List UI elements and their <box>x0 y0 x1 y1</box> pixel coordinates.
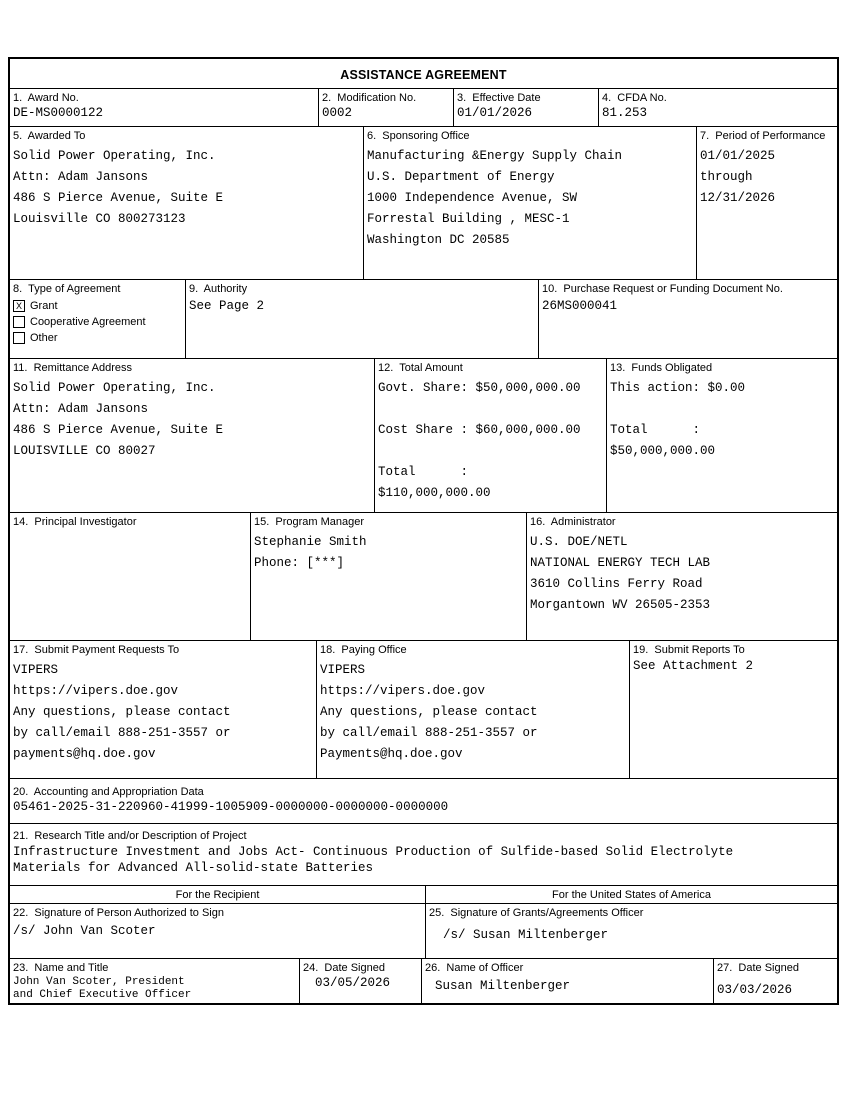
field-remittance-address <box>10 359 375 512</box>
value-line: Louisville CO 800273123 <box>13 212 186 226</box>
recipient-section-header <box>10 886 426 903</box>
field-value <box>700 146 834 209</box>
field-principal-investigator <box>10 513 251 640</box>
field-label: 23. Name and Title <box>13 962 109 974</box>
form-title: ASSISTANCE AGREEMENT <box>340 68 507 82</box>
field-modification-no <box>319 89 454 126</box>
row-agreement-type <box>10 280 837 359</box>
row-award-info <box>10 89 837 127</box>
field-label: 12. Total Amount <box>378 362 463 374</box>
value-line: Forrestal Building , MESC-1 <box>367 212 570 226</box>
field-value <box>13 844 834 876</box>
field-period-of-performance <box>697 127 837 279</box>
value-line: Attn: Adam Jansons <box>13 402 149 416</box>
value-line: 12/31/2026 <box>700 191 776 205</box>
value-line: Any questions, please contact <box>13 705 231 719</box>
value-line: LOUISVILLE CO 80027 <box>13 444 156 458</box>
field-label: 13. Funds Obligated <box>610 362 713 374</box>
signature-value: /s/ John Van Scoter <box>13 924 156 938</box>
value-line: NATIONAL ENERGY TECH LAB <box>530 556 711 570</box>
value-line: This action: $0.00 <box>610 381 746 395</box>
field-label: 27. Date Signed <box>717 962 799 974</box>
field-date-signed-officer <box>714 959 837 1003</box>
value-line: Govt. Share: $50,000,000.00 <box>378 381 581 395</box>
section-header-label: For the United States of America <box>552 889 711 901</box>
value-line: Attn: Adam Jansons <box>13 170 149 184</box>
field-authority <box>186 280 539 358</box>
field-label: 22. Signature of Person Authorized to Sign <box>13 907 224 919</box>
field-value: See Page 2 <box>189 299 265 313</box>
checkbox-label-other: Other <box>30 332 58 344</box>
row-remittance-amounts <box>10 359 837 513</box>
value-line: 486 S Pierce Avenue, Suite E <box>13 191 224 205</box>
value-line: $110,000,000.00 <box>378 486 491 500</box>
field-award-no <box>10 89 319 126</box>
field-value <box>320 660 626 765</box>
field-research-title <box>10 824 837 885</box>
value-line: 01/01/2025 <box>700 149 776 163</box>
field-date-signed-recipient <box>300 959 422 1003</box>
row-awarded-to <box>10 127 837 280</box>
field-value: 03/03/2026 <box>717 983 793 997</box>
field-administrator <box>527 513 837 640</box>
field-value: 01/01/2026 <box>457 106 533 120</box>
value-line: Stephanie Smith <box>254 535 367 549</box>
section-header-label: For the Recipient <box>175 889 260 901</box>
field-value: 05461-2025-31-220960-41999-1005909-0000000-0000000-0000000 <box>13 800 449 814</box>
checkbox-row-grant <box>13 300 182 312</box>
value-line: VIPERS <box>320 663 366 677</box>
field-type-of-agreement <box>10 280 186 358</box>
value-line: and Chief Executive Officer <box>13 989 192 1001</box>
field-label: 10. Purchase Request or Funding Document No. <box>542 283 783 295</box>
field-label: 26. Name of Officer <box>425 962 524 974</box>
field-label: 3. Effective Date <box>457 92 541 104</box>
row-accounting-data <box>10 779 837 824</box>
value-line <box>378 399 603 420</box>
checkbox-row-cooperative <box>13 316 182 328</box>
checkbox-other <box>13 332 25 344</box>
field-label: 2. Modification No. <box>322 92 417 104</box>
field-label: 7. Period of Performance <box>700 130 826 142</box>
signature-value: /s/ Susan Miltenberger <box>443 928 609 942</box>
value-line: Total : <box>610 423 701 437</box>
field-submit-reports-to <box>630 641 837 778</box>
value-line: by call/email 888-251-3557 or <box>320 726 538 740</box>
value-line: Washington DC 20585 <box>367 233 510 247</box>
field-label: 11. Remittance Address <box>13 362 133 374</box>
field-value: 0002 <box>322 106 353 120</box>
value-line: VIPERS <box>13 663 59 677</box>
field-label: 8. Type of Agreement <box>13 283 121 295</box>
field-label: 4. CFDA No. <box>602 92 667 104</box>
field-effective-date <box>454 89 599 126</box>
value-line: through <box>700 170 753 184</box>
checkbox-grant: X <box>13 300 25 312</box>
field-value: 81.253 <box>602 106 648 120</box>
value-line: Cost Share : $60,000,000.00 <box>378 423 581 437</box>
field-value <box>530 532 834 616</box>
value-line: Solid Power Operating, Inc. <box>13 149 216 163</box>
value-line: https://vipers.doe.gov <box>13 684 179 698</box>
value-line: 3610 Collins Ferry Road <box>530 577 703 591</box>
field-value: DE-MS0000122 <box>13 106 104 120</box>
field-awarded-to <box>10 127 364 279</box>
field-paying-office <box>317 641 630 778</box>
value-line: https://vipers.doe.gov <box>320 684 486 698</box>
field-label: 15. Program Manager <box>254 516 365 528</box>
value-line: Morgantown WV 26505-2353 <box>530 598 711 612</box>
field-label: 19. Submit Reports To <box>633 644 745 656</box>
value-line: Payments@hq.doe.gov <box>320 747 463 761</box>
field-funds-obligated <box>607 359 837 512</box>
row-research-title <box>10 824 837 886</box>
value-line: 1000 Independence Avenue, SW <box>367 191 578 205</box>
field-label: 25. Signature of Grants/Agreements Officer <box>429 907 644 919</box>
row-section-headers <box>10 886 837 904</box>
field-name-and-title <box>10 959 300 1003</box>
field-label: 16. Administrator <box>530 516 616 528</box>
field-value <box>13 660 313 765</box>
checkbox-label-grant: Grant <box>30 300 58 312</box>
field-value <box>254 532 523 574</box>
value-line: Manufacturing &Energy Supply Chain <box>367 149 623 163</box>
field-value <box>13 146 360 230</box>
field-submit-payment-requests <box>10 641 317 778</box>
usa-section-header <box>426 886 837 903</box>
value-line: by call/email 888-251-3557 or <box>13 726 231 740</box>
row-payment-offices <box>10 641 837 779</box>
field-label: 24. Date Signed <box>303 962 385 974</box>
field-accounting-data <box>10 779 837 823</box>
checkbox-cooperative-agreement <box>13 316 25 328</box>
row-personnel <box>10 513 837 641</box>
checkbox-label-cooperative: Cooperative Agreement <box>30 316 146 328</box>
value-line <box>610 399 834 420</box>
value-line: $50,000,000.00 <box>610 444 716 458</box>
field-value <box>367 146 693 251</box>
field-value <box>13 378 371 462</box>
field-value: Susan Miltenberger <box>435 979 571 993</box>
assistance-agreement-form <box>8 57 839 1005</box>
value-line: Solid Power Operating, Inc. <box>13 381 216 395</box>
field-value: 26MS000041 <box>542 299 618 313</box>
value-line: Materials for Advanced All-solid-state Batteries <box>13 861 374 875</box>
field-cfda-no <box>599 89 837 126</box>
field-label: 1. Award No. <box>13 92 79 104</box>
field-sponsoring-office <box>364 127 697 279</box>
row-names-dates <box>10 959 837 1003</box>
value-line: payments@hq.doe.gov <box>13 747 156 761</box>
field-value <box>13 976 296 1002</box>
field-label: 18. Paying Office <box>320 644 407 656</box>
value-line: U.S. Department of Energy <box>367 170 555 184</box>
field-value <box>378 378 603 504</box>
value-line: John Van Scoter, President <box>13 976 185 988</box>
value-line: Any questions, please contact <box>320 705 538 719</box>
field-label: 14. Principal Investigator <box>13 516 137 528</box>
field-recipient-signature <box>10 904 426 958</box>
field-label: 17. Submit Payment Requests To <box>13 644 180 656</box>
row-signatures <box>10 904 837 959</box>
field-purchase-request-no <box>539 280 837 358</box>
field-total-amount <box>375 359 607 512</box>
field-value: 03/05/2026 <box>315 976 391 990</box>
field-value <box>610 378 834 462</box>
value-line: 486 S Pierce Avenue, Suite E <box>13 423 224 437</box>
field-label: 6. Sponsoring Office <box>367 130 470 142</box>
field-name-of-officer <box>422 959 714 1003</box>
form-title-row <box>10 59 837 89</box>
field-value: See Attachment 2 <box>633 659 754 673</box>
field-program-manager <box>251 513 527 640</box>
field-label: 21. Research Title and/or Description of Project <box>13 830 247 842</box>
value-line <box>378 441 603 462</box>
value-line: U.S. DOE/NETL <box>530 535 628 549</box>
checkbox-row-other <box>13 332 182 344</box>
field-officer-signature <box>426 904 837 958</box>
field-label: 9. Authority <box>189 283 248 295</box>
field-label: 20. Accounting and Appropriation Data <box>13 786 204 798</box>
value-line: Total : <box>378 465 469 479</box>
field-label: 5. Awarded To <box>13 130 86 142</box>
value-line: Infrastructure Investment and Jobs Act- Continuous Production of Sulfide-based Solid Electrolyte <box>13 845 734 859</box>
value-line: Phone: [***] <box>254 556 345 570</box>
